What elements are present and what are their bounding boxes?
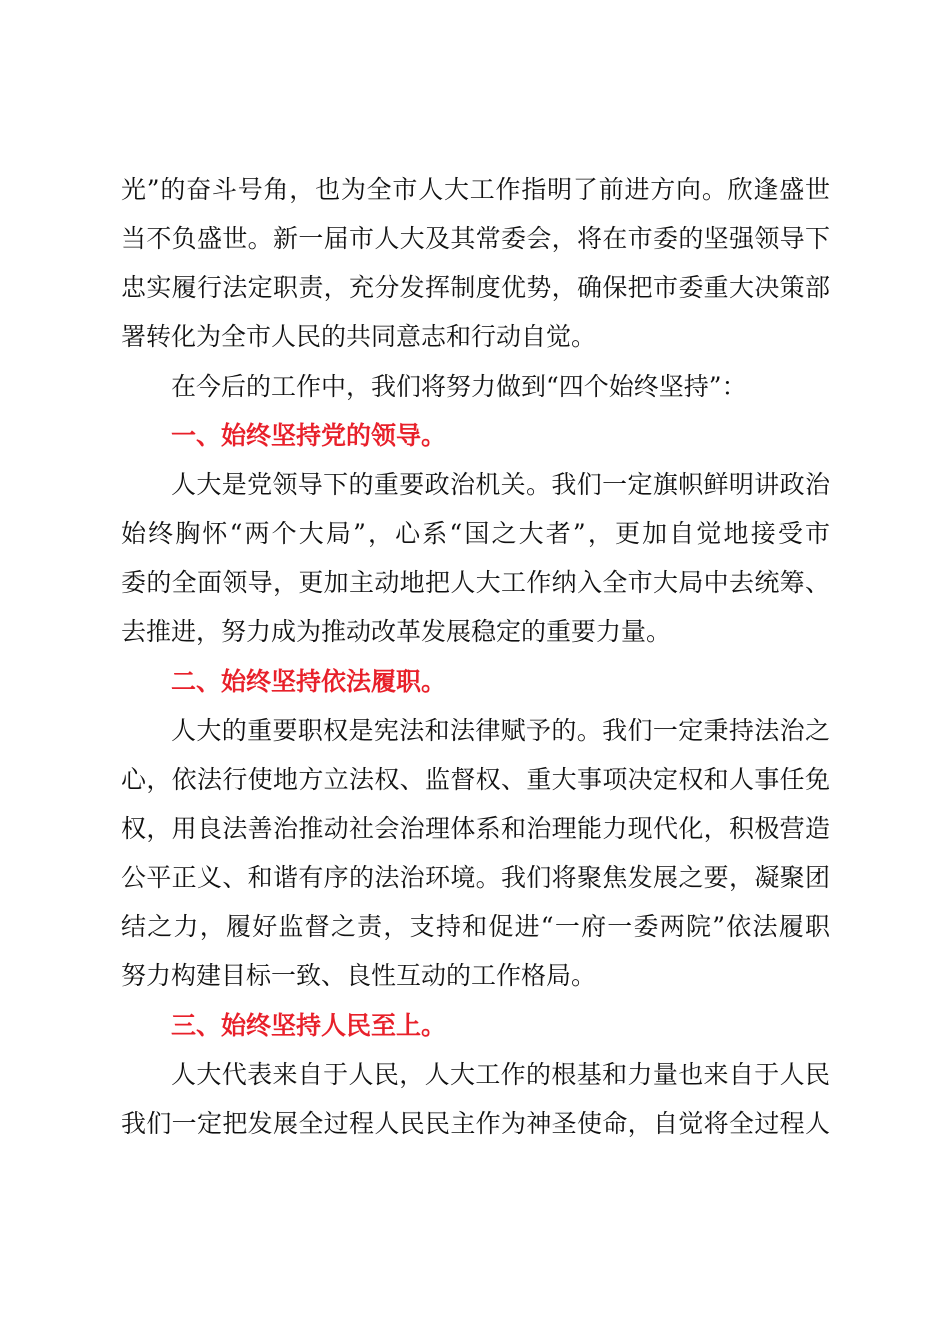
paragraph-line: 忠实履行法定职责，充分发挥制度优势，确保把市委重大决策部 [121,273,830,303]
paragraph-line: 心，依法行使地方立法权、监督权、重大事项决定权和人事任免 [121,764,830,794]
paragraph-line: 在今后的工作中，我们将努力做到“四个始终坚持”： [171,371,747,401]
paragraph-line: 我们一定把发展全过程人民民主作为神圣使命，自觉将全过程人 [121,1108,830,1138]
paragraph-line: 光”的奋斗号角，也为全市人大工作指明了前进方向。欣逢盛世 [121,175,830,204]
paragraph-line: 署转化为全市人民的共同意志和行动自觉。 [121,322,597,352]
paragraph-line: 努力构建目标一致、良性互动的工作格局。 [121,961,597,991]
paragraph-line: 委的全面领导，更加主动地把人大工作纳入全市大局中去统筹、 [121,568,830,598]
section-heading: 一、始终坚持党的领导。 [171,420,447,450]
paragraph-line: 人大是党领导下的重要政治机关。我们一定旗帜鲜明讲政治 [171,469,830,499]
paragraph-line: 公平正义、和谐有序的法治环境。我们将聚焦发展之要，凝聚团 [121,863,830,893]
section-heading: 三、始终坚持人民至上。 [171,1010,447,1040]
paragraph-line: 结之力，履好监督之责，支持和促进“一府一委两院”依法履职 [121,912,830,942]
paragraph-line: 人大的重要职权是宪法和法律赋予的。我们一定秉持法治之 [171,715,830,745]
paragraph-line: 权，用良法善治推动社会治理体系和治理能力现代化，积极营造 [121,813,830,843]
paragraph-line: 去推进，努力成为推动改革发展稳定的重要力量。 [121,617,672,647]
paragraph-line: 始终胸怀“两个大局”，心系“国之大者”，更加自觉地接受市 [121,519,830,549]
section-heading: 二、始终坚持依法履职。 [171,666,447,696]
paragraph-line: 人大代表来自于人民，人大工作的根基和力量也来自于人民 [171,1059,830,1089]
paragraph-line: 当不负盛世。新一届市人大及其常委会，将在市委的坚强领导下 [121,224,830,254]
